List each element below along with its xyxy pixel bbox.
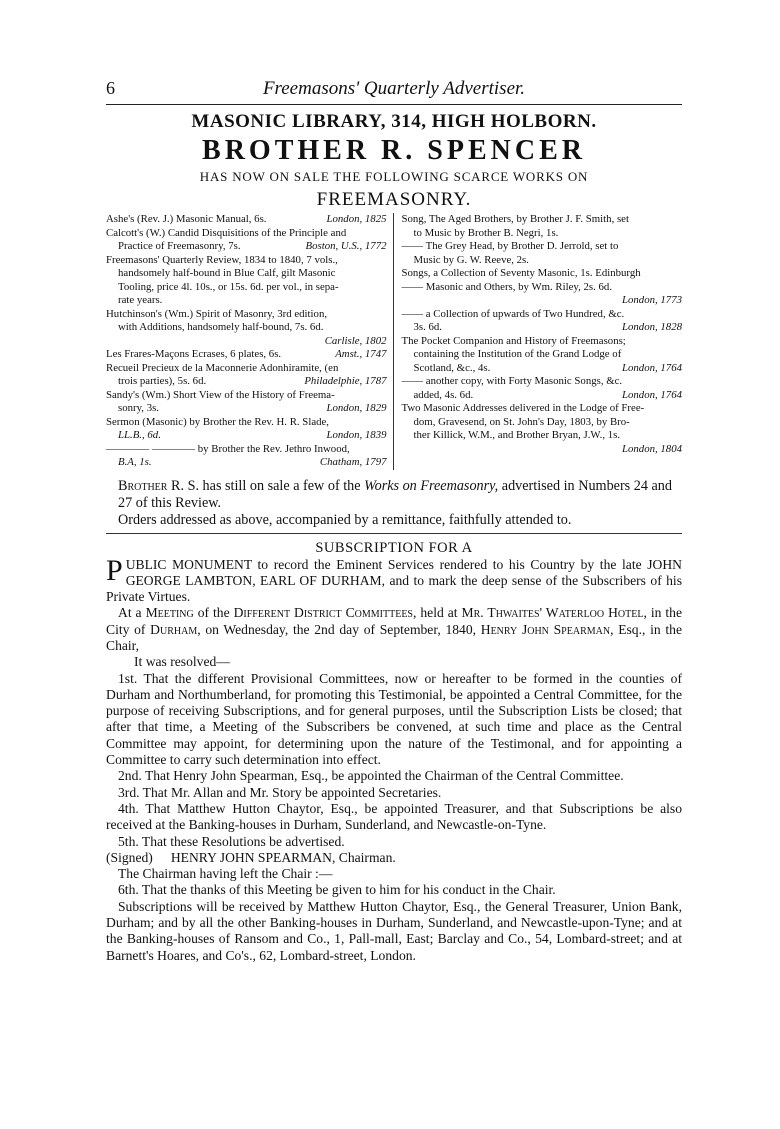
advert-note-orders: Orders addressed as above, accompanied by a remittance, faithfully attended to.: [118, 511, 572, 528]
meeting-paragraph: At a Meeting of the Different District Committees, held at Mr. Thwaites' Waterloo Hotel, in the City of Durham, on Wednesday, the 2nd day of September, 1840, Henry John Spearman, Esq., in the Chair,: [106, 605, 682, 653]
list-item: Song, The Aged Brothers, by Brother J. F. Smith, set to Music by Brother B. Negri, 1s.: [401, 213, 629, 239]
page: [106, 78, 682, 964]
list-item: Ashe's (Rev. J.) Masonic Manual, 6s. London, 1825: [106, 213, 387, 225]
section-rule: [106, 533, 682, 534]
list-item: Sandy's (Wm.) Short View of the History of Freema- sonry, 3s. London, 1829: [106, 388, 387, 414]
resolution-5: 5th. That these Resolutions be advertised.: [118, 833, 345, 849]
page-number: 6: [106, 78, 115, 98]
resolved-line: It was resolved—: [134, 654, 230, 670]
list-item: ———— ———— by Brother the Rev. Jethro Inwood, B.A, 1s. Chatham, 1797: [106, 442, 387, 468]
resolution-3: 3rd. That Mr. Allan and Mr. Story be appointed Secretaries.: [118, 784, 442, 800]
list-item: Recueil Precieux de la Maconnerie Adonhiramite, (en trois parties), 5s. 6d. Philadelphie, 1787: [106, 361, 387, 387]
list-item: Les Frares-Maçons Ecrases, 6 plates, 6s. Amst., 1747: [106, 348, 387, 360]
advert-note-sale: Brother R. S. has still on sale a few of the Works on Freemasonry, advertised in Numbers 24 and 27 of this Review.: [118, 477, 672, 511]
subscription-heading: SUBSCRIPTION FOR A: [315, 539, 473, 556]
list-item: —— The Grey Head, by Brother D. Jerrold, set to Music by G. W. Reeve, 2s.: [401, 240, 619, 266]
resolution-2: 2nd. That Henry John Spearman, Esq., be appointed the Chairman of the Central Committee.: [118, 768, 624, 784]
list-item: Two Masonic Addresses delivered in the Lodge of Free- dom, Gravesend, on St. John's Day, 1803, by Bro- ther Killick, W.M., and Brother Bryan, J.W., 1s. London, 1804: [401, 402, 682, 455]
closing-paragraph: Subscriptions will be received by Matthew Hutton Chaytor, Esq., the General Treasurer, Union Bank, Durham; and by all the other Banking-houses in Durham, Sunderland, and Newcastle-upon-Tyne; and at the Banking-houses of Ransom and Co., 1, Pall-mall, East; Barclay and Co., 54, Lombard-street; and at Barnett's Hoares, and Co's., 62, Lombard-street, London.: [106, 898, 682, 963]
book-list-left: [106, 213, 394, 470]
list-item: Calcott's (W.) Candid Disquisitions of the Principle and Practice of Freemasonry, 7s. Boston, U.S., 1772: [106, 226, 387, 252]
resolution-1: 1st. That the different Provisional Committees, now or hereafter to be formed in the counties of Durham and Northumberland, for promoting this Testimonial, be appointed a Central Committee, for the purpose of receiving Subscriptions, and for general purposes, until the Subscription Lists be closed; that after that time, a Meeting of the Subscribers be convened, at such time and place as the Central Committee may appoint, for determining upon the nature of the Testimonal, and for appointing a Committee to carry such determination into effect.: [106, 670, 682, 768]
advert-subtitle: HAS NOW ON SALE THE FOLLOWING SCARCE WORKS ON: [199, 169, 589, 184]
list-item: The Pocket Companion and History of Freemasons; containing the Institution of the Grand Lodge of Scotland, &c., 4s. London, 1764: [401, 334, 682, 374]
list-item: —— another copy, with Forty Masonic Songs, &c. added, 4s. 6d. London, 1764: [401, 375, 682, 401]
resolution-6: 6th. That the thanks of this Meeting be given to him for his conduct in the Chair.: [118, 882, 556, 898]
running-title: Freemasons' Quarterly Advertiser.: [262, 78, 526, 99]
list-item: —— a Collection of upwards of Two Hundred, &c. 3s. 6d. London, 1828: [401, 307, 682, 333]
drop-cap: P: [106, 553, 123, 587]
list-item: Sermon (Masonic) by Brother the Rev. H. R. Slade, LL.B., 6d. London, 1839: [106, 415, 387, 441]
subscription-intro: PUBLIC MONUMENT to record the Eminent Services rendered to his Country by the late JOHN GEORGE LAMBTON, EARL OF DURHAM, and to mark the deep sense of the Subscribers of his Private Virtues.: [106, 553, 682, 605]
book-list: [106, 213, 682, 470]
advert-notes: [106, 478, 682, 529]
list-item: Songs, a Collection of Seventy Masonic, 1s. Edinburgh —— Masonic and Others, by Wm. Riley, 2s. 6d. London, 1773: [401, 267, 682, 306]
subscription-body: [106, 553, 682, 964]
list-item: Hutchinson's (Wm.) Spirit of Masonry, 3rd edition, with Additions, handsomely half-bound, 7s. 6d. Carlisle, 1802: [106, 307, 387, 347]
advert-name: BROTHER R. SPENCER: [202, 135, 586, 166]
advert-title: MASONIC LIBRARY, 314, HIGH HOLBORN.: [191, 111, 597, 132]
chair-left-line: The Chairman having left the Chair :—: [118, 866, 333, 882]
header-rule: [106, 104, 682, 105]
resolution-4: 4th. That Matthew Hutton Chaytor, Esq., be appointed Treasurer, and that Subscriptions be also received at the Banking-houses in Durham, Sunderland, and Newcastle-on-Tyne.: [106, 800, 682, 833]
advert-topic: FREEMASONRY.: [316, 189, 472, 210]
list-item: Freemasons' Quarterly Review, 1834 to 1840, 7 vols., handsomely half-bound in Blue Calf, gilt Masonic Tooling, price 4l. 10s., or 15s. 6d. per vol., in sepa- rate years.: [106, 253, 339, 306]
running-head: [106, 78, 682, 102]
book-list-right: [394, 213, 683, 470]
signature-line: (Signed) HENRY JOHN SPEARMAN, Chairman.: [106, 849, 396, 865]
